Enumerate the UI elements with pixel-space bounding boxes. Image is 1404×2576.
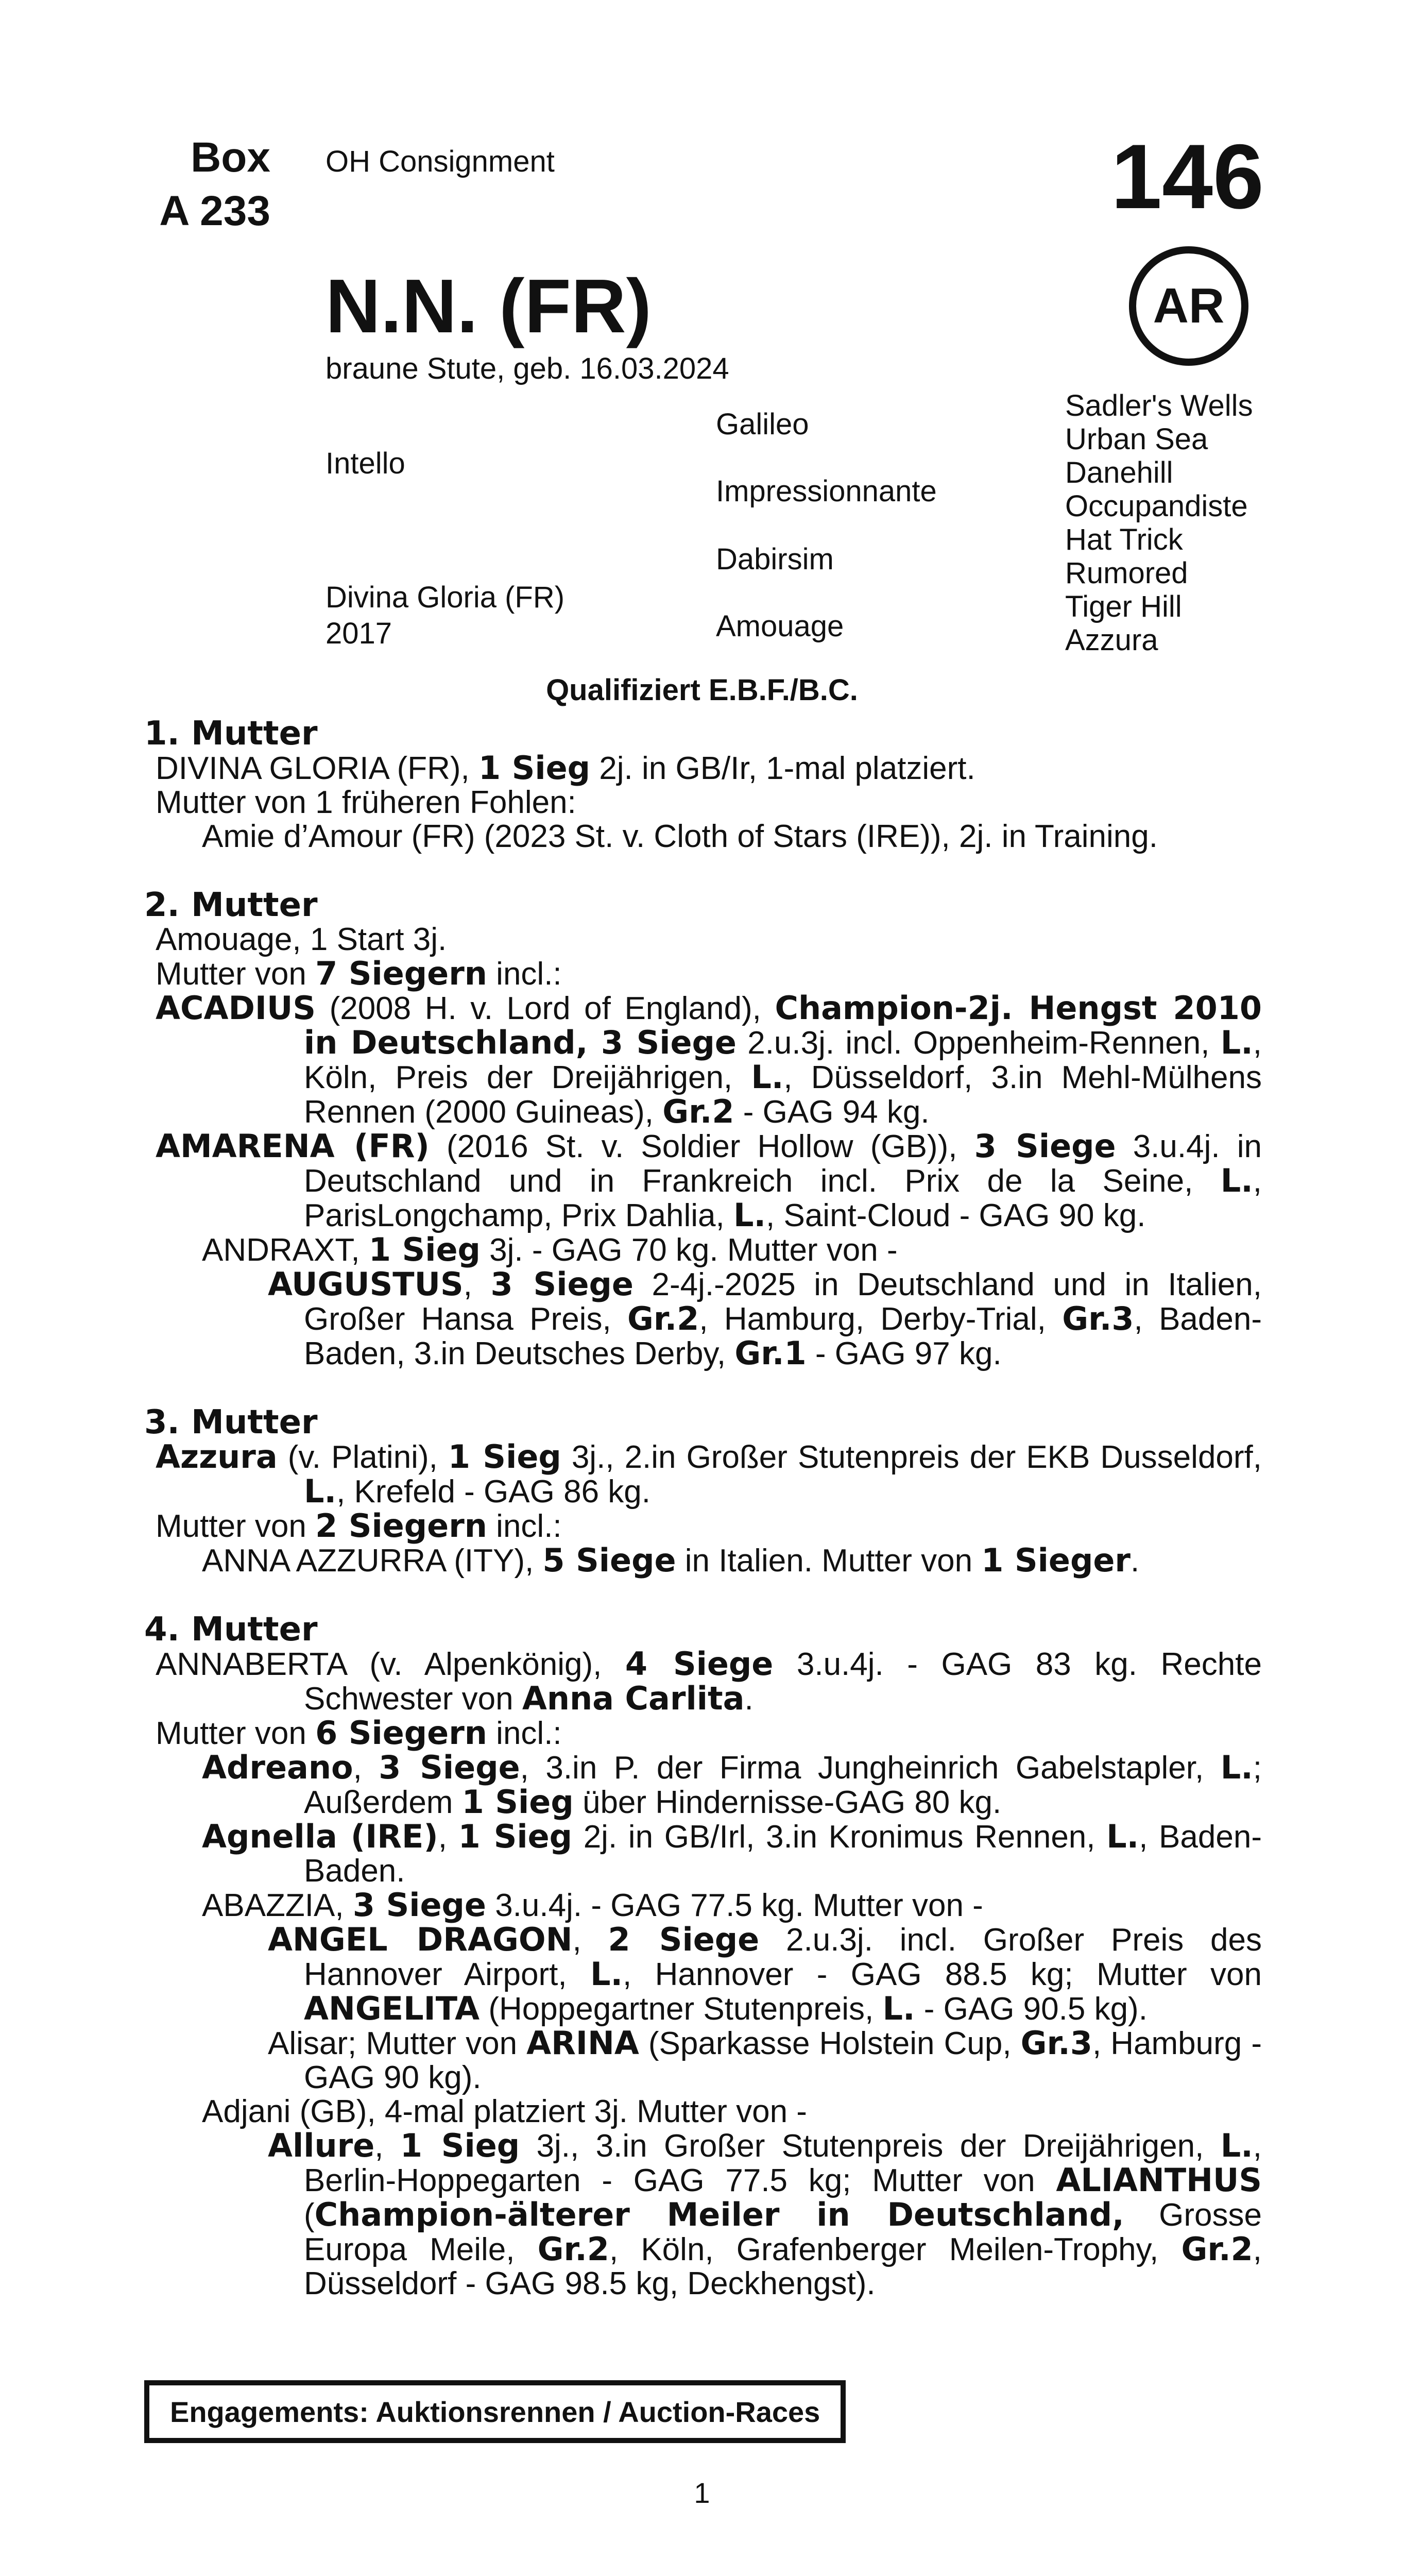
pedigree-dam-year: 2017 — [326, 617, 392, 650]
engagements-box: Engagements: Auktionsrennen / Auction-Races — [144, 2380, 846, 2443]
pedigree-great-grandparents — [1065, 389, 1253, 657]
family-text — [144, 716, 1262, 2301]
produce-entry: ANNA AZZURRA (ITY), 5 Siege in Italien. Mutter von 1 Sieger. — [202, 1541, 1140, 1579]
pedigree-great-grandparent: Sadler's Wells — [1065, 389, 1253, 422]
produce-entry: Adreano, 3 Siege, 3.in P. der Firma Jungheinrich Gabelstapler, L.; Außerdem 1 Sieg über Hindernisse-GAG 80 kg. — [202, 1749, 1262, 1821]
produce-entry: ANGEL DRAGON, 2 Siege 2.u.3j. incl. Großer Preis des Hannover Airport, L., Hannover - GAG 88.5 kg; Mutter von ANGELITA (Hoppegartner Stutenpreis, L. - GAG 90.5 kg). — [268, 1921, 1262, 2027]
produce-entry: Alisar; Mutter von ARINA (Sparkasse Holstein Cup, Gr.3, Hamburg - GAG 90 kg). — [268, 2024, 1262, 2095]
produce-entry: Amie d’Amour (FR) (2023 St. v. Cloth of Stars (IRE)), 2j. in Training. — [202, 819, 1158, 854]
pedigree-great-grandparent: Rumored — [1065, 556, 1188, 590]
section-heading: 2. Mutter — [144, 886, 318, 924]
pedigree-grandparent: Impressionnante — [716, 474, 937, 508]
pedigree-great-grandparent: Urban Sea — [1065, 422, 1208, 456]
pedigree-great-grandparent: Azzura — [1065, 623, 1158, 657]
produce-entry: AMARENA (FR) (2016 St. v. Soldier Hollow (GB)), 3 Siege 3.u.4j. in Deutschland und in Frankreich incl. Prix de la Seine, L., ParisLongchamp, Prix Dahlia, L., Saint-Cloud - GAG 90 kg. — [156, 1127, 1262, 1234]
dam-entry: Amouage, 1 Start 3j. — [156, 922, 447, 957]
pedigree-sire: Intello — [326, 447, 405, 480]
horse-description: braune Stute, geb. 16.03.2024 — [326, 352, 729, 385]
produce-intro: Mutter von 2 Siegern incl.: — [156, 1507, 562, 1545]
produce-entry: AUGUSTUS, 3 Siege 2-4j.-2025 in Deutschland und in Italien, Großer Hansa Preis, Gr.2, Hamburg, Derby-Trial, Gr.3, Baden-Baden, 3.in Deutsches Derby, Gr.1 - GAG 97 kg. — [268, 1265, 1262, 1372]
produce-intro: Mutter von 6 Siegern incl.: — [156, 1714, 562, 1752]
produce-entry: Allure, 1 Sieg 3j., 3.in Großer Stutenpreis der Dreijährigen, L., Berlin-Hoppegarten - GAG 77.5 kg; Mutter von ALIANTHUS (Champion-älterer Meiler in Deutschland, Grosse Europa Meile, Gr.2, Köln, Grafenberger Meilen-Trophy, Gr.2, Düsseldorf - GAG 98.5 kg, Deckhengst). — [268, 2127, 1262, 2301]
dam-entry: ANNABERTA (v. Alpenkönig), 4 Siege 3.u.4j. - GAG 83 kg. Rechte Schwester von Anna Carlita. — [156, 1645, 1262, 1717]
pedigree-great-grandparent: Tiger Hill — [1065, 590, 1182, 623]
pedigree-grandparent: Galileo — [716, 408, 809, 441]
dam-entry: DIVINA GLORIA (FR), 1 Sieg 2j. in GB/Ir, 1-mal platziert. — [156, 749, 975, 787]
pedigree-dam: Divina Gloria (FR) — [326, 581, 565, 614]
section-heading: 3. Mutter — [144, 1403, 318, 1442]
produce-intro: Mutter von 7 Siegern incl.: — [156, 955, 562, 992]
produce-entry: ACADIUS (2008 H. v. Lord of England), Champion-2j. Hengst 2010 in Deutschland, 3 Siege 2.u.3j. incl. Oppenheim-Rennen, L., Köln, Preis der Dreijährigen, L., Düsseldorf, 3.in Mehl-Mülhens Rennen (2000 Guineas), Gr.2 - GAG 94 kg. — [156, 989, 1262, 1130]
ar-badge: AR — [1129, 246, 1248, 366]
produce-entry: ABAZZIA, 3 Siege 3.u.4j. - GAG 77.5 kg. Mutter von - — [202, 1886, 983, 1924]
page-number: 1 — [694, 2477, 710, 2509]
section-heading: 4. Mutter — [144, 1611, 318, 1649]
section-heading: 1. Mutter — [144, 715, 318, 753]
produce-entry: ANDRAXT, 1 Sieg 3j. - GAG 70 kg. Mutter von - — [202, 1231, 898, 1268]
produce-intro: Mutter von 1 früheren Fohlen: — [156, 785, 576, 820]
pedigree-grandparent: Dabirsim — [716, 543, 834, 576]
dam-entry: Azzura (v. Platini), 1 Sieg 3j., 2.in Großer Stutenpreis der EKB Dusseldorf, L., Krefeld - GAG 86 kg. — [156, 1438, 1262, 1510]
box-label: Box — [191, 134, 270, 181]
qualification: Qualifiziert E.B.F./B.C. — [546, 673, 858, 707]
pedigree-grandparent: Amouage — [716, 609, 844, 643]
lot-number: 146 — [1111, 125, 1264, 228]
horse-name: N.N. (FR) — [326, 264, 652, 349]
pedigree-great-grandparent: Occupandiste — [1065, 489, 1248, 523]
pedigree-great-grandparent: Hat Trick — [1065, 523, 1183, 556]
box-number: A 233 — [159, 188, 270, 234]
pedigree-great-grandparent: Danehill — [1065, 456, 1173, 489]
consignor: OH Consignment — [326, 145, 555, 178]
produce-entry: Agnella (IRE), 1 Sieg 2j. in GB/Irl, 3.in Kronimus Rennen, L., Baden-Baden. — [202, 1818, 1262, 1889]
produce-entry: Adjani (GB), 4-mal platziert 3j. Mutter von - — [202, 2094, 807, 2129]
